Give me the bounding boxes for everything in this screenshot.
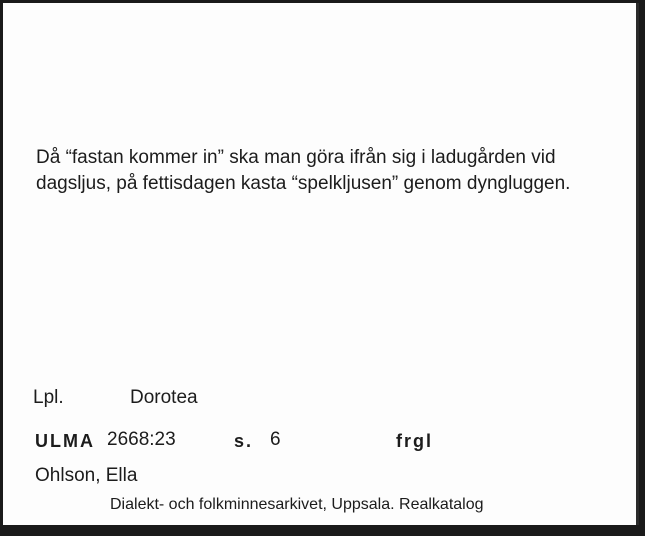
index-card — [3, 3, 639, 527]
archive-code: ULMA — [35, 431, 95, 451]
page-value: 6 — [270, 429, 281, 450]
parish-value: Dorotea — [130, 387, 198, 408]
record-text: Då “fastan kommer in” ska man göra ifrån sig i ladugården vid dagsljus, på fettisdagen kasta “spelkljusen” genom dyngluggen. — [36, 147, 571, 194]
archive-number: 2668:23 — [107, 429, 176, 450]
bleed-through-watermark — [17, 5, 53, 79]
category-code: frgl — [396, 431, 433, 451]
parish-label: Lpl. — [33, 387, 64, 408]
informant-name: Ohlson, Ella — [35, 465, 138, 486]
bottom-border — [3, 525, 642, 529]
archive-footer: Dialekt- och folkminnesarkivet, Uppsala. Realkatalog — [110, 496, 484, 513]
page-label: s. — [234, 431, 254, 451]
